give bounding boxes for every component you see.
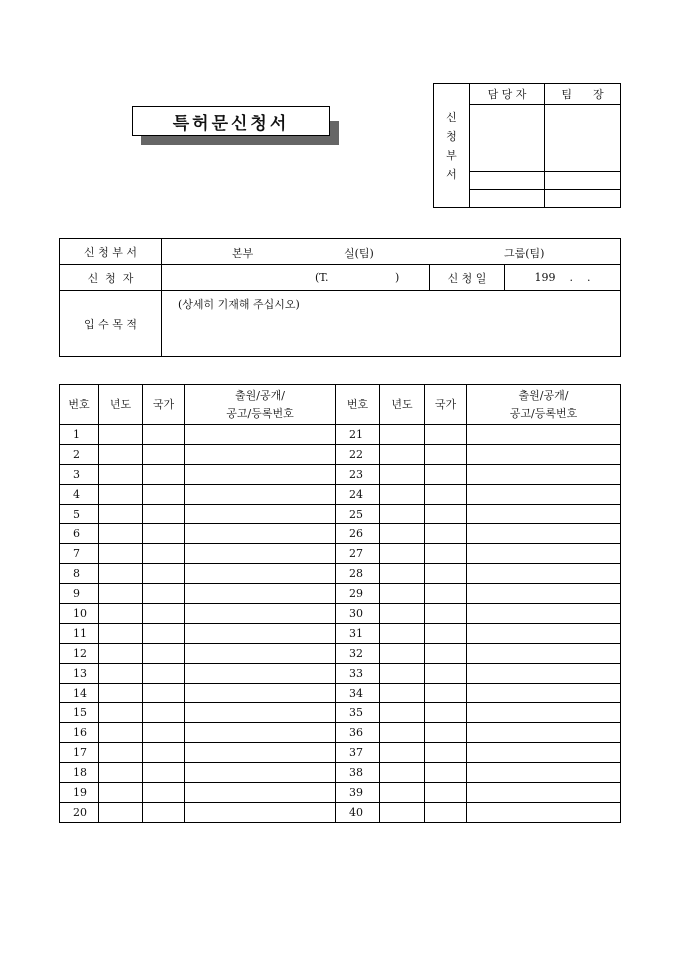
header-number-right: 번호 <box>336 385 380 425</box>
year-cell-right[interactable] <box>380 564 425 584</box>
dept-label: 신 청 부 서 <box>60 239 162 265</box>
reg-number-cell-right[interactable] <box>467 763 621 783</box>
reg-number-cell-left[interactable] <box>185 584 336 604</box>
country-cell-right[interactable] <box>425 584 467 604</box>
row-number-left: 3 <box>60 464 99 484</box>
applicant-field[interactable] <box>162 265 430 291</box>
country-cell-right[interactable] <box>425 444 467 464</box>
year-cell-right[interactable] <box>380 723 425 743</box>
country-cell-left[interactable] <box>143 524 185 544</box>
year-cell-right[interactable] <box>380 504 425 524</box>
row-number-left: 5 <box>60 504 99 524</box>
dept-hq: 본부 <box>232 247 254 260</box>
country-cell-left[interactable] <box>143 564 185 584</box>
country-cell-right[interactable] <box>425 763 467 783</box>
country-cell-right[interactable] <box>425 663 467 683</box>
country-cell-left[interactable] <box>143 584 185 604</box>
reg-number-cell-left[interactable] <box>185 484 336 504</box>
year-cell-left[interactable] <box>99 763 143 783</box>
country-cell-right[interactable] <box>425 623 467 643</box>
reg-number-cell-right[interactable] <box>467 584 621 604</box>
header-country-right: 국가 <box>425 385 467 425</box>
year-cell-left[interactable] <box>99 444 143 464</box>
year-cell-left[interactable] <box>99 683 143 703</box>
row-number-left: 16 <box>60 723 99 743</box>
table-row <box>60 783 621 803</box>
reg-number-cell-right[interactable] <box>467 504 621 524</box>
request-info-table <box>59 238 621 357</box>
reg-number-cell-left[interactable] <box>185 703 336 723</box>
row-number-right: 31 <box>336 623 380 643</box>
year-cell-left[interactable] <box>99 723 143 743</box>
country-cell-right[interactable] <box>425 743 467 763</box>
row-number-right: 40 <box>336 802 380 822</box>
reg-number-cell-right[interactable] <box>467 703 621 723</box>
table-row <box>60 723 621 743</box>
table-row <box>60 743 621 763</box>
row-number-right: 33 <box>336 663 380 683</box>
approval-header-team-lead: 팀 장 <box>545 84 621 105</box>
row-number-left: 8 <box>60 564 99 584</box>
approval-box <box>433 83 621 208</box>
year-cell-left[interactable] <box>99 464 143 484</box>
year-cell-left[interactable] <box>99 783 143 803</box>
year-cell-left[interactable] <box>99 802 143 822</box>
row-number-left: 9 <box>60 584 99 604</box>
year-cell-right[interactable] <box>380 464 425 484</box>
table-row <box>60 703 621 723</box>
country-cell-left[interactable] <box>143 723 185 743</box>
reg-number-cell-left[interactable] <box>185 464 336 484</box>
approval-sign-manager[interactable] <box>470 105 545 172</box>
year-cell-right[interactable] <box>380 763 425 783</box>
year-cell-left[interactable] <box>99 484 143 504</box>
approval-header-manager: 담 당 자 <box>470 84 545 105</box>
year-cell-right[interactable] <box>380 802 425 822</box>
row-number-right: 38 <box>336 763 380 783</box>
table-row <box>60 663 621 683</box>
country-cell-left[interactable] <box>143 504 185 524</box>
reg-number-cell-left[interactable] <box>185 544 336 564</box>
table-row <box>60 564 621 584</box>
year-cell-left[interactable] <box>99 504 143 524</box>
country-cell-right[interactable] <box>425 564 467 584</box>
year-cell-left[interactable] <box>99 584 143 604</box>
table-row <box>60 464 621 484</box>
country-cell-right[interactable] <box>425 464 467 484</box>
country-cell-left[interactable] <box>143 444 185 464</box>
country-cell-right[interactable] <box>425 604 467 624</box>
country-cell-right[interactable] <box>425 643 467 663</box>
year-cell-right[interactable] <box>380 444 425 464</box>
reg-number-cell-right[interactable] <box>467 723 621 743</box>
reg-number-cell-right[interactable] <box>467 604 621 624</box>
year-cell-left[interactable] <box>99 643 143 663</box>
reg-number-cell-right[interactable] <box>467 524 621 544</box>
table-row <box>60 425 621 445</box>
row-number-right: 30 <box>336 604 380 624</box>
row-number-left: 14 <box>60 683 99 703</box>
row-number-left: 13 <box>60 663 99 683</box>
reg-number-cell-right[interactable] <box>467 643 621 663</box>
tel-close: ) <box>395 271 400 284</box>
reg-number-cell-left[interactable] <box>185 524 336 544</box>
table-row <box>60 643 621 663</box>
table-row <box>60 623 621 643</box>
year-cell-right[interactable] <box>380 425 425 445</box>
year-cell-right[interactable] <box>380 663 425 683</box>
row-number-left: 12 <box>60 643 99 663</box>
approval-extra-1b[interactable] <box>545 172 621 190</box>
year-cell-right[interactable] <box>380 484 425 504</box>
country-cell-right[interactable] <box>425 504 467 524</box>
year-cell-left[interactable] <box>99 524 143 544</box>
header-year-right: 년도 <box>380 385 425 425</box>
country-cell-left[interactable] <box>143 643 185 663</box>
reg-number-cell-right[interactable] <box>467 802 621 822</box>
country-cell-left[interactable] <box>143 623 185 643</box>
country-cell-right[interactable] <box>425 783 467 803</box>
tel-open: (T. <box>315 271 329 284</box>
reg-number-cell-right[interactable] <box>467 683 621 703</box>
purpose-label: 입 수 목 적 <box>60 291 162 357</box>
country-cell-left[interactable] <box>143 663 185 683</box>
header-reg-number-right: 출원/공개/ 공고/등록번호 <box>467 385 621 425</box>
reg-number-cell-right[interactable] <box>467 464 621 484</box>
reg-number-cell-right[interactable] <box>467 564 621 584</box>
year-cell-right[interactable] <box>380 643 425 663</box>
country-cell-right[interactable] <box>425 703 467 723</box>
country-cell-left[interactable] <box>143 802 185 822</box>
year-cell-right[interactable] <box>380 623 425 643</box>
row-number-right: 39 <box>336 783 380 803</box>
reg-number-cell-left[interactable] <box>185 723 336 743</box>
approval-sign-team-lead[interactable] <box>545 105 621 172</box>
year-cell-right[interactable] <box>380 604 425 624</box>
reg-number-cell-left[interactable] <box>185 444 336 464</box>
country-cell-right[interactable] <box>425 723 467 743</box>
reg-number-cell-right[interactable] <box>467 783 621 803</box>
reg-number-cell-left[interactable] <box>185 802 336 822</box>
reg-number-cell-right[interactable] <box>467 444 621 464</box>
table-row <box>60 504 621 524</box>
year-cell-left[interactable] <box>99 743 143 763</box>
year-cell-right[interactable] <box>380 743 425 763</box>
row-number-right: 34 <box>336 683 380 703</box>
country-cell-left[interactable] <box>143 544 185 564</box>
country-cell-left[interactable] <box>143 464 185 484</box>
reg-number-cell-left[interactable] <box>185 683 336 703</box>
country-cell-right[interactable] <box>425 544 467 564</box>
reg-number-cell-right[interactable] <box>467 623 621 643</box>
country-cell-right[interactable] <box>425 683 467 703</box>
row-number-right: 26 <box>336 524 380 544</box>
row-number-left: 20 <box>60 802 99 822</box>
year-cell-left[interactable] <box>99 544 143 564</box>
reg-number-cell-left[interactable] <box>185 783 336 803</box>
row-number-right: 35 <box>336 703 380 723</box>
reg-number-cell-left[interactable] <box>185 763 336 783</box>
reg-number-cell-right[interactable] <box>467 743 621 763</box>
table-row <box>60 763 621 783</box>
year-cell-right[interactable] <box>380 783 425 803</box>
row-number-left: 6 <box>60 524 99 544</box>
reg-number-cell-left[interactable] <box>185 564 336 584</box>
row-number-right: 22 <box>336 444 380 464</box>
dept-field[interactable] <box>162 239 621 265</box>
row-number-left: 17 <box>60 743 99 763</box>
reg-number-cell-left[interactable] <box>185 623 336 643</box>
year-cell-left[interactable] <box>99 703 143 723</box>
purpose-field[interactable] <box>162 291 621 357</box>
header-country-left: 국가 <box>143 385 185 425</box>
table-row <box>60 802 621 822</box>
patent-list-body <box>60 425 621 823</box>
applicant-label: 신 청 자 <box>60 265 162 291</box>
table-row <box>60 444 621 464</box>
year-cell-left[interactable] <box>99 425 143 445</box>
country-cell-left[interactable] <box>143 703 185 723</box>
row-number-right: 23 <box>336 464 380 484</box>
row-number-right: 36 <box>336 723 380 743</box>
country-cell-right[interactable] <box>425 524 467 544</box>
reg-number-cell-right[interactable] <box>467 663 621 683</box>
row-number-right: 32 <box>336 643 380 663</box>
row-number-left: 2 <box>60 444 99 464</box>
country-cell-left[interactable] <box>143 484 185 504</box>
reg-number-cell-right[interactable] <box>467 425 621 445</box>
row-number-left: 15 <box>60 703 99 723</box>
dept-room: 실(팀) <box>344 247 374 260</box>
reg-number-cell-right[interactable] <box>467 544 621 564</box>
year-cell-left[interactable] <box>99 564 143 584</box>
country-cell-left[interactable] <box>143 763 185 783</box>
country-cell-right[interactable] <box>425 484 467 504</box>
reg-number-cell-left[interactable] <box>185 425 336 445</box>
approval-side-label: 신 청 부 서 <box>434 84 470 208</box>
row-number-right: 24 <box>336 484 380 504</box>
patent-list-table <box>59 384 621 823</box>
year-cell-right[interactable] <box>380 683 425 703</box>
country-cell-left[interactable] <box>143 743 185 763</box>
reg-number-cell-left[interactable] <box>185 504 336 524</box>
year-cell-left[interactable] <box>99 604 143 624</box>
table-row <box>60 604 621 624</box>
table-row <box>60 683 621 703</box>
date-field[interactable]: 199 . . <box>505 265 621 291</box>
year-cell-right[interactable] <box>380 584 425 604</box>
dept-group: 그룹(팀) <box>504 247 545 260</box>
year-cell-left[interactable] <box>99 623 143 643</box>
row-number-right: 25 <box>336 504 380 524</box>
table-row <box>60 484 621 504</box>
row-number-left: 7 <box>60 544 99 564</box>
year-cell-right[interactable] <box>380 703 425 723</box>
year-cell-right[interactable] <box>380 544 425 564</box>
country-cell-left[interactable] <box>143 604 185 624</box>
row-number-left: 4 <box>60 484 99 504</box>
reg-number-cell-left[interactable] <box>185 643 336 663</box>
reg-number-cell-left[interactable] <box>185 663 336 683</box>
row-number-right: 29 <box>336 584 380 604</box>
table-header-row <box>60 385 621 425</box>
row-number-left: 19 <box>60 783 99 803</box>
country-cell-left[interactable] <box>143 783 185 803</box>
year-cell-left[interactable] <box>99 663 143 683</box>
approval-extra-2b[interactable] <box>545 190 621 208</box>
reg-number-cell-left[interactable] <box>185 743 336 763</box>
country-cell-right[interactable] <box>425 425 467 445</box>
date-label: 신 청 일 <box>430 265 505 291</box>
country-cell-left[interactable] <box>143 683 185 703</box>
country-cell-right[interactable] <box>425 802 467 822</box>
row-number-right: 28 <box>336 564 380 584</box>
approval-extra-2a[interactable] <box>470 190 545 208</box>
header-reg-number-left: 출원/공개/ 공고/등록번호 <box>185 385 336 425</box>
header-number-left: 번호 <box>60 385 99 425</box>
row-number-left: 10 <box>60 604 99 624</box>
row-number-left: 1 <box>60 425 99 445</box>
row-number-right: 27 <box>336 544 380 564</box>
reg-number-cell-right[interactable] <box>467 484 621 504</box>
purpose-hint: (상세히 기재해 주십시오) <box>178 298 300 311</box>
row-number-right: 21 <box>336 425 380 445</box>
year-cell-right[interactable] <box>380 524 425 544</box>
table-row <box>60 544 621 564</box>
approval-extra-1a[interactable] <box>470 172 545 190</box>
reg-number-cell-left[interactable] <box>185 604 336 624</box>
page-title: 특허문신청서 <box>132 106 330 136</box>
table-row <box>60 524 621 544</box>
country-cell-left[interactable] <box>143 425 185 445</box>
header-year-left: 년도 <box>99 385 143 425</box>
row-number-right: 37 <box>336 743 380 763</box>
row-number-left: 11 <box>60 623 99 643</box>
table-row <box>60 584 621 604</box>
row-number-left: 18 <box>60 763 99 783</box>
